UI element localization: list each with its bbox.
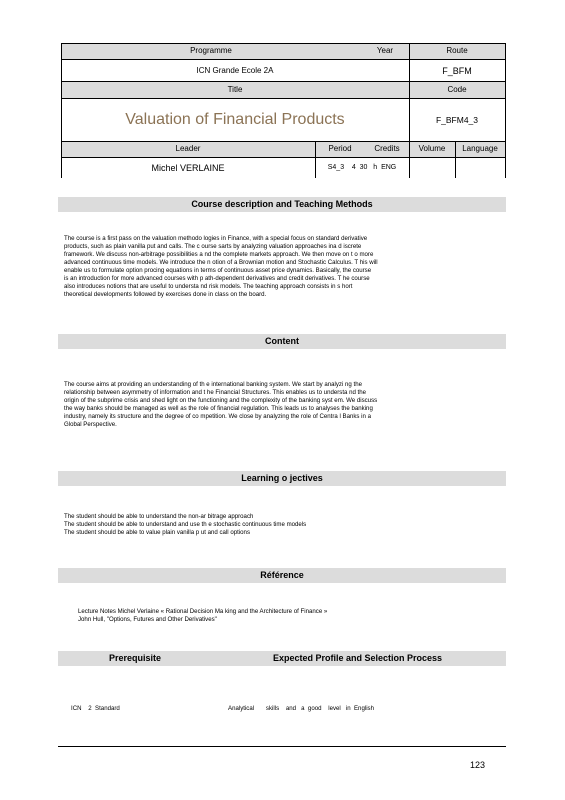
period-credits-value: S4_3 4 30 h ENG (327, 164, 397, 171)
year-label: Year (376, 46, 394, 55)
text-line: framework. We discuss non-arbitrage possibilities a nd the complete markets approach. We then move on t o more (64, 251, 374, 258)
text-line: origin of the subprime crisis and shed light on the functioning and the complexity of the banking syst em. We discuss (64, 397, 378, 404)
footer-divider (58, 746, 506, 747)
programme-value: ICN Grande Ecole 2A (196, 66, 274, 75)
title-label: Title (227, 85, 243, 94)
page-number: 123 (470, 760, 486, 770)
course-description-text (64, 235, 496, 299)
text-line: also introduces notions that are useful to understa nd risk models. The teaching approach consists in s hort (64, 283, 353, 290)
text-line: The course aims at providing an understanding of th e international banking system. We start by analyzi ng the (64, 381, 362, 388)
volume-label: Volume (418, 144, 446, 153)
course-description-heading: Course description and Teaching Methods (58, 197, 506, 212)
expected-profile-heading: Expected Profile and Selection Process (273, 653, 443, 663)
text-line: The course is a first pass on the valuation methodo logies in Finance, with a special focus on standard derivative (64, 235, 368, 242)
text-line: enable us to formulate option procing equations in terms of continuous asset price dynamics. Basically, the course (64, 267, 372, 274)
content-heading: Content (58, 334, 506, 349)
text-line: theoretical developments followed by exercises done in class on the board. (64, 291, 267, 298)
text-line: relationship between asymmetry of information and t he Financial Structures. This enables us to understa nd the (64, 389, 367, 396)
learning-objectives-text (64, 513, 496, 537)
text-line: Global Perspective. (64, 421, 117, 428)
prerequisite-heading: Prerequisite (109, 653, 162, 663)
text-line: products, such as plain vanilla put and calls. The c ourse sarts by analyzing valuation approaches ina d iscrete (64, 243, 362, 250)
prerequisite-value: ICN 2 Standard (71, 705, 120, 712)
programme-label: Programme (190, 46, 232, 55)
reference-heading: Référence (58, 568, 506, 583)
text-line: industry, namely its structure and the degree of co mpetition. We close by analyzing the role of Centra l Banks in a (64, 413, 371, 420)
expected-profile-value: Analytical skills and a good level in English (228, 705, 374, 712)
course-title: Valuation of Financial Products (125, 111, 345, 128)
text-line: The student should be able to understand the non-ar bitrage approach (64, 513, 254, 520)
credits-label: Credits (374, 144, 400, 153)
language-label: Language (462, 144, 498, 153)
text-line: advanced continuous time models. We introduce the n otion of a Brownian motion and Stochastic Calculus. T his will (64, 259, 378, 266)
learning-objectives-heading: Learning o jectives (58, 471, 506, 486)
course-code: F_BFM4_3 (435, 115, 479, 125)
reference-text (78, 608, 498, 624)
text-line: the way banks should be managed as well as the role of financial regulation. This leads us to analyses the banking (64, 405, 373, 412)
text-line: The student should be able to understand and use th e stochastic continuous time models (64, 521, 307, 528)
text-line: John Hull, "Options, Futures and Other Derivatives" (78, 616, 217, 623)
period-label: Period (328, 144, 352, 153)
content-text (64, 381, 496, 429)
leader-value: Michel VERLAINE (151, 163, 225, 173)
code-label: Code (447, 85, 467, 94)
route-label: Route (446, 46, 468, 55)
bottom-heading-bar (58, 651, 506, 666)
text-line: The student should be able to value plain vanilla p ut and call options (64, 529, 250, 536)
text-line: Lecture Notes Michel Verlaine « Rational Decision Ma king and the Architecture of Finance » (78, 608, 328, 615)
route-value: F_BFM (442, 66, 472, 76)
course-info-table (61, 43, 505, 178)
text-line: is an introduction for more advanced courses with p ath-dependent derivatives and credit derivatives. T he course (64, 275, 370, 282)
leader-label: Leader (175, 144, 201, 153)
